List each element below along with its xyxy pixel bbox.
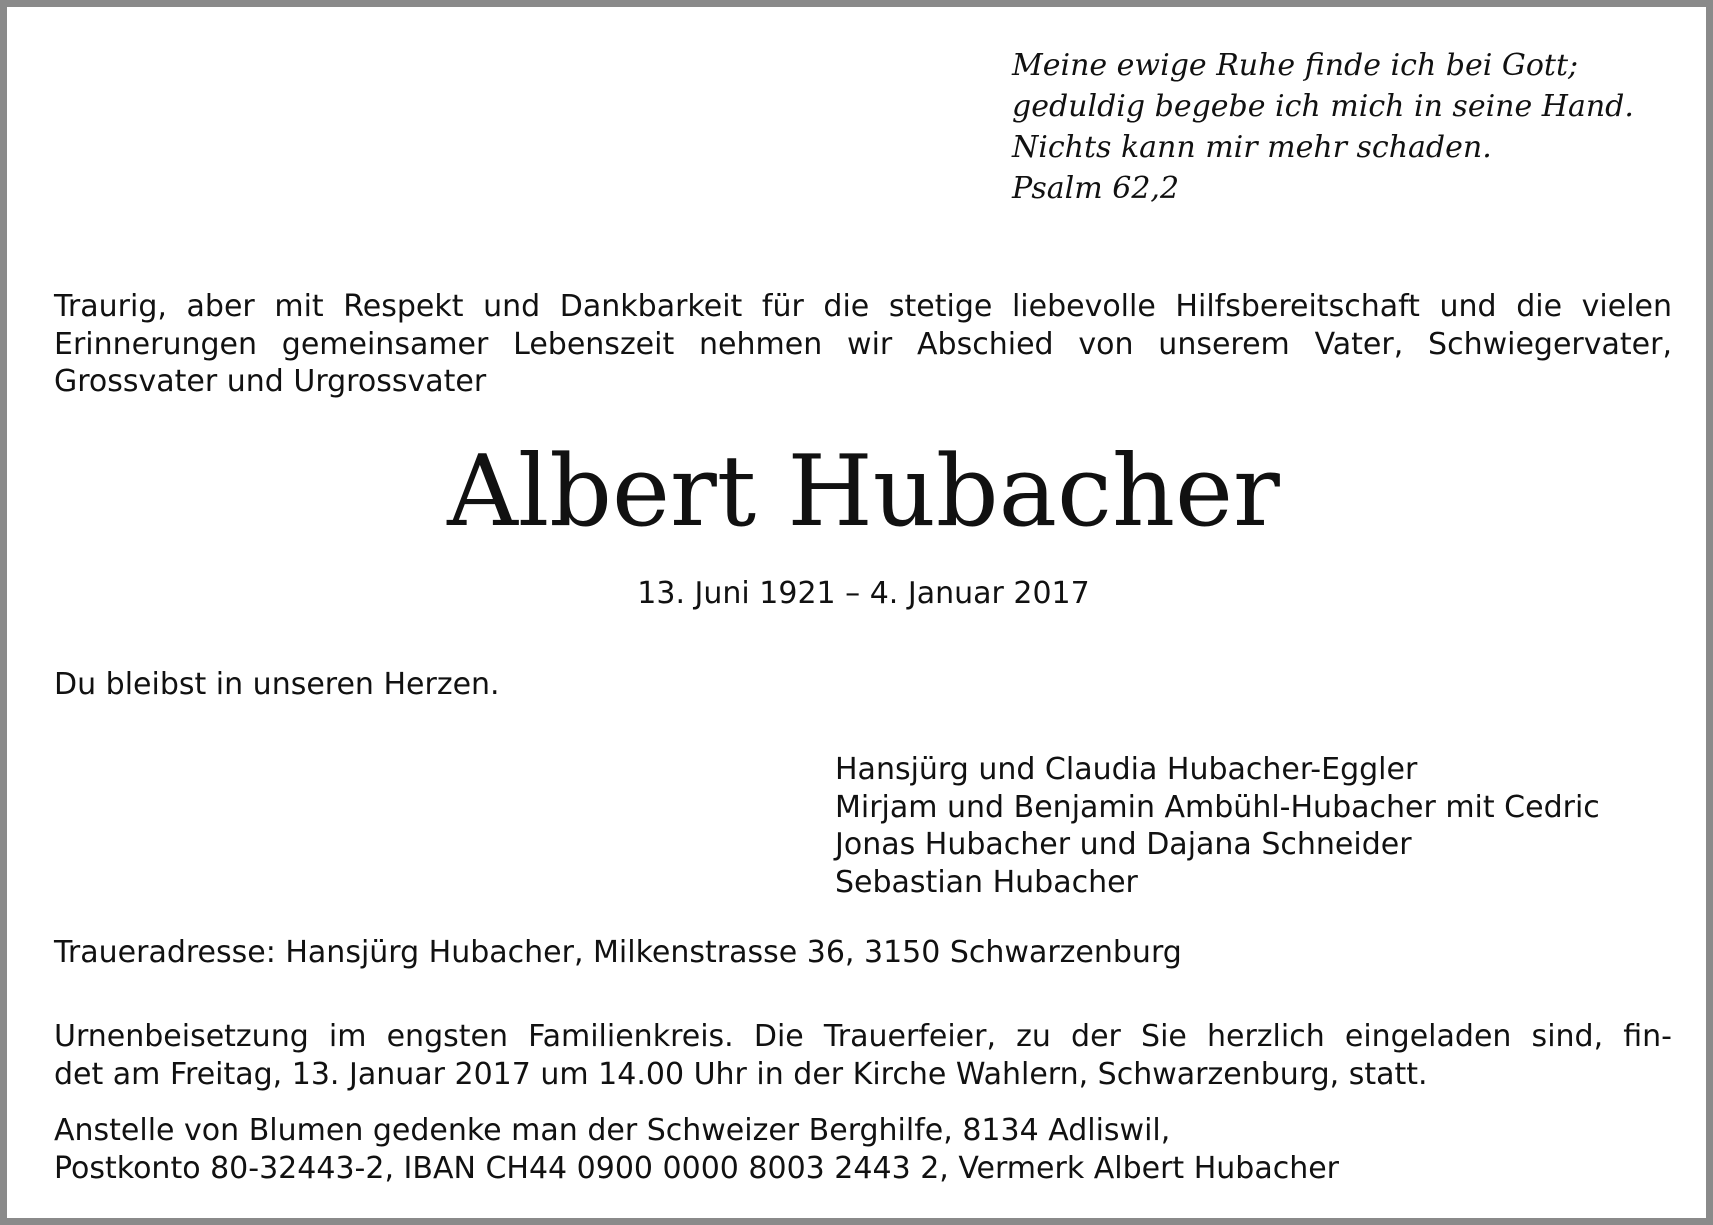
psalm-verse	[1012, 45, 1634, 209]
intro-line: Traurig, aber mit Respekt und Dankbarkeit für die stetige liebevolle Hilfsbereitschaft und die vielen	[54, 289, 1672, 324]
mourning-address: Traueradresse: Hansjürg Hubacher, Milkenstrasse 36, 3150 Schwarzenburg	[54, 935, 1182, 970]
verse-line: Nichts kann mir mehr schaden.	[1012, 130, 1492, 165]
ceremony-line: det am Freitag, 13. Januar 2017 um 14.00 Uhr in der Kirche Wahlern, Schwarzenburg, statt.	[54, 1056, 1428, 1092]
family-list	[835, 751, 1600, 901]
family-member: Sebastian Hubacher	[835, 864, 1138, 900]
ceremony-line: Urnenbeisetzung im engsten Familienkreis. Die Trauerfeier, zu der Sie herzlich eingeladen sind, fin-	[54, 1019, 1672, 1054]
family-member: Jonas Hubacher und Dajana Schneider	[835, 827, 1412, 862]
verse-reference: Psalm 62,2	[1012, 171, 1180, 206]
donation-line: Anstelle von Blumen gedenke man der Schweizer Berghilfe, 8134 Adliswil,	[54, 1113, 1171, 1148]
intro-paragraph	[54, 288, 1672, 401]
family-member: Mirjam und Benjamin Ambühl-Hubacher mit Cedric	[835, 789, 1600, 825]
intro-line: Grossvater und Urgrossvater	[54, 364, 487, 399]
donation-paragraph	[54, 1112, 1339, 1187]
intro-line: Erinnerungen gemeinsamer Lebenszeit nehmen wir Abschied von unserem Vater, Schwiegervater,	[54, 326, 1672, 362]
deceased-name: Albert Hubacher	[447, 435, 1280, 549]
verse-line: Meine ewige Ruhe finde ich bei Gott;	[1012, 48, 1579, 83]
verse-line: geduldig begebe ich mich in seine Hand.	[1012, 89, 1634, 124]
farewell-text: Du bleibst in unseren Herzen.	[54, 667, 500, 702]
family-member: Hansjürg und Claudia Hubacher-Eggler	[835, 752, 1418, 787]
life-dates: 13. Juni 1921 – 4. Januar 2017	[637, 576, 1090, 611]
ceremony-paragraph	[54, 1018, 1672, 1093]
donation-line: Postkonto 80-32443-2, IBAN CH44 0900 0000 8003 2443 2, Vermerk Albert Hubacher	[54, 1150, 1340, 1186]
